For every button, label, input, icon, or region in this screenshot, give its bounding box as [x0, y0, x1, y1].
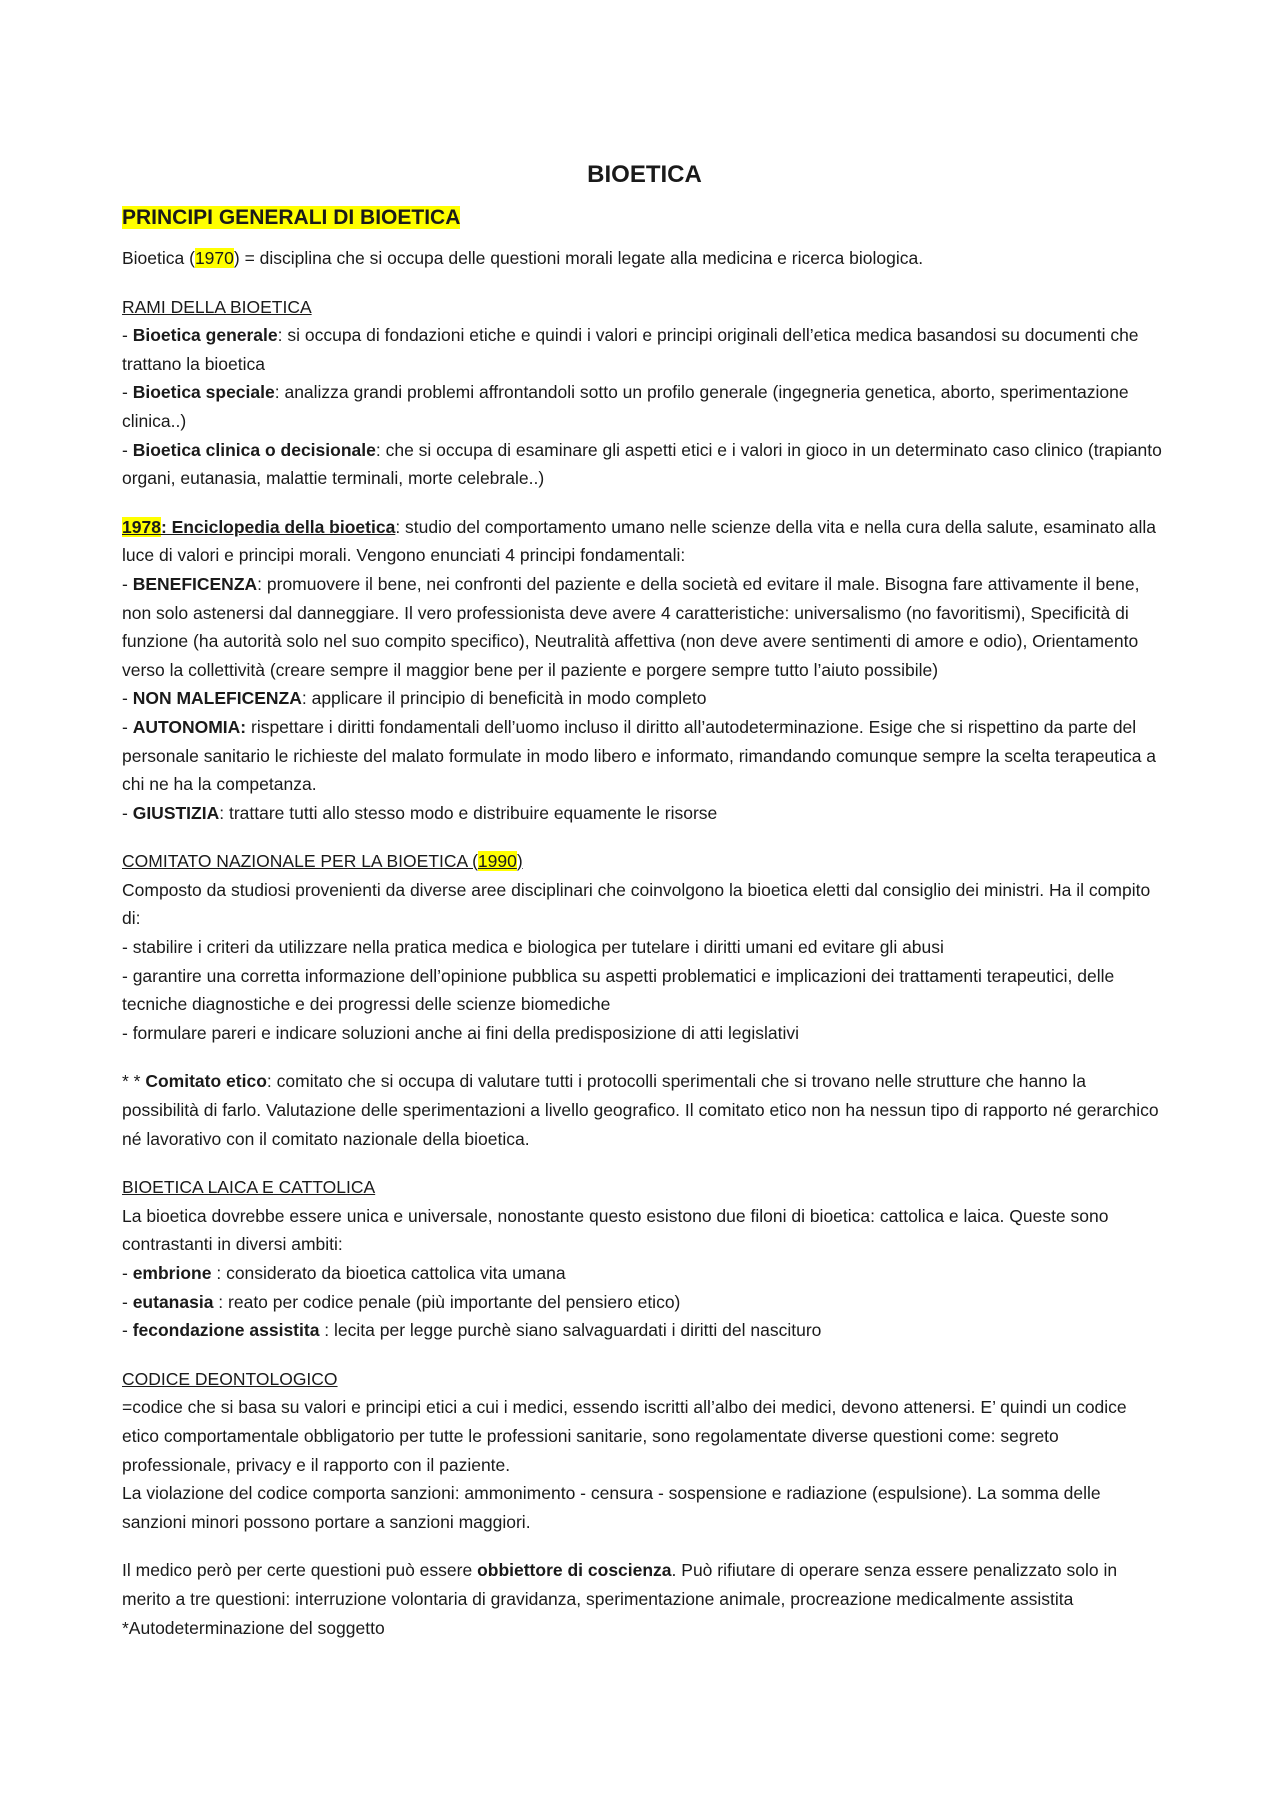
principle-text: : trattare tutti allo stesso modo e distribuire equamente le risorse — [219, 802, 718, 823]
laica-item: - eutanasia : reato per codice penale (più importante del pensiero etico) — [122, 1291, 681, 1312]
enciclopedia-section — [122, 513, 1167, 828]
enciclopedia-text: : studio del comportamento umano nelle scienze della vita e nella cura della salute, esaminato alla luce di valori e principi morali. Vengono enunciati 4 principi fondamentali: — [122, 516, 1157, 566]
laica-section — [122, 1173, 1167, 1345]
intro-post: ) = disciplina che si occupa delle questioni morali legate alla medicina e ricerca biologica. — [233, 248, 924, 268]
codice-text1: =codice che si basa su valori e principi etici a cui i medici, essendo iscritti all’albo dei medici, devono attenersi. E’ quindi un codice etico comportamentale obbligatorio per tutte le professioni sanitarie, sono regolamentate diverse questioni come: segreto professionale, privacy e il rapporto con il paziente. — [122, 1397, 1127, 1475]
comitato-task: - stabilire i criteri da utilizzare nella pratica medica e biologica per tutelare i diritti umani ed evitare gli abusi — [122, 937, 944, 958]
rami-item-text: : analizza grandi problemi affrontandoli sotto un profilo generale (ingegneria genetica, aborto, sperimentazione clinica..) — [122, 382, 1129, 431]
enciclopedia-title: : Enciclopedia della bioetica — [160, 516, 396, 537]
laica-item-term: eutanasia — [132, 1291, 214, 1312]
codice-text2: La violazione del codice comporta sanzioni: ammonimento - censura - sospensione e radiazione (espulsione). La somma delle sanzioni minori possono portare a sanzioni maggiori. — [122, 1483, 1101, 1532]
laica-text: La bioetica dovrebbe essere unica e universale, nonostante questo esistono due filoni di bioetica: cattolica e laica. Queste sono contrastanti in diversi ambiti: — [122, 1205, 1109, 1255]
principle-term: AUTONOMIA: — [132, 716, 247, 737]
principle-item: - GIUSTIZIA: trattare tutti allo stesso modo e distribuire equamente le risorse — [122, 802, 718, 823]
codice-heading: CODICE DEONTOLOGICO — [122, 1368, 338, 1389]
rami-item-text: : che si occupa di esaminare gli aspetti etici e i valori in gioco in un determinato caso clinico (trapianto organi, eutanasia, malattie terminali, morte celebrale..) — [122, 439, 1162, 489]
laica-item-term: fecondazione assistita — [132, 1320, 320, 1341]
rami-item-term: Bioetica clinica o decisionale — [132, 439, 376, 460]
year-1978: 1978 — [122, 516, 161, 537]
comitato-etico-term: Comitato etico — [145, 1071, 267, 1092]
laica-heading: BIOETICA LAICA E CATTOLICA — [122, 1177, 376, 1198]
comitato-heading-pre: COMITATO NAZIONALE PER LA BIOETICA ( — [122, 851, 478, 872]
section-heading — [122, 202, 1167, 234]
obiettore-post: . Può rifiutare di operare senza essere penalizzato solo in merito a tre questioni: interruzione volontaria di gravidanza, sperimentazione animale, procreazione medicalmente assistita — [122, 1560, 1118, 1609]
codice-section — [122, 1365, 1167, 1537]
rami-heading: RAMI DELLA BIOETICA — [122, 296, 312, 317]
rami-item: - Bioetica speciale: analizza grandi problemi affrontandoli sotto un profilo generale (ingegneria genetica, aborto, sperimentazione clinica..) — [122, 382, 1129, 431]
rami-item-term: Bioetica speciale — [132, 382, 275, 403]
principle-text: : promuovere il bene, nei confronti del paziente e della società ed evitare il male. Bisogna fare attivamente il bene, non solo astenersi dal danneggiare. Il vero professionista deve avere 4 caratteristiche: universalismo (no favoritismi), Specificità di funzione (ha autorità solo nel suo compito specifico), Neutralità affettiva (non deve avere sentimenti di amore e odio), Orientamento verso la collettività (creare sempre il maggior bene per il paziente e porgere sempre tutto l’aiuto possibile) — [122, 573, 1140, 680]
comitato-text: Composto da studiosi provenienti da diverse aree disciplinari che coinvolgono la bioetica eletti dal consiglio dei ministri. Ha il compito di: — [122, 879, 1151, 929]
rami-item: - Bioetica generale: si occupa di fondazioni etiche e quindi i valori e principi originali dell’etica medica basandosi su documenti che trattano la bioetica — [122, 325, 1139, 374]
laica-item-term: embrione — [132, 1263, 212, 1283]
comitato-heading-post: ) — [516, 851, 523, 872]
document-content — [122, 150, 1167, 1652]
comitato-task: - garantire una corretta informazione dell’opinione pubblica su aspetti problematici e implicazioni dei trattamenti terapeutici, delle tecniche diagnostiche e dei progressi delle scienze biomediche — [122, 965, 1115, 1015]
year-1970: 1970 — [194, 248, 234, 268]
principle-item: - NON MALEFICENZA: applicare il principio di beneficità in modo completo — [122, 688, 707, 709]
principle-term: BENEFICENZA — [132, 573, 258, 594]
comitato-section — [122, 847, 1167, 1047]
obiettore-note: *Autodeterminazione del soggetto — [122, 1617, 385, 1638]
rami-item: - Bioetica clinica o decisionale: che si occupa di esaminare gli aspetti etici e i valori in gioco in un determinato caso clinico (trapianto organi, eutanasia, malattie terminali, morte celebrale..) — [122, 439, 1162, 489]
laica-item-text: : lecita per legge purchè siano salvaguardati i diritti del nascituro — [319, 1320, 822, 1341]
document-title: BIOETICA — [587, 161, 702, 188]
laica-item: - fecondazione assistita : lecita per legge purchè siano salvaguardati i diritti del nascituro — [122, 1320, 822, 1341]
laica-item-text: : reato per codice penale (più importante del pensiero etico) — [213, 1291, 681, 1312]
principle-item: - BENEFICENZA: promuovere il bene, nei confronti del paziente e della società ed evitare il male. Bisogna fare attivamente il bene, non solo astenersi dal danneggiare. Il vero professionista deve avere 4 caratteristiche: universalismo (no favoritismi), Specificità di funzione (ha autorità solo nel suo compito specifico), Neutralità affettiva (non deve avere sentimenti di amore e odio), Orientamento verso la collettività (creare sempre il maggior bene per il paziente e porgere sempre tutto l’aiuto possibile) — [122, 573, 1140, 680]
enciclopedia-heading — [122, 517, 395, 537]
principle-text: rispettare i diritti fondamentali dell’uomo incluso il diritto all’autodeterminazione. Esige che si rispettino da parte del personale sanitario le richieste del malato formulate in modo libero e informato, rimandando comunque sempre la scelta terapeutica a chi ne ha la competanza. — [122, 716, 1157, 795]
obiettore-section — [122, 1556, 1167, 1642]
intro-pre: Bioetica ( — [122, 248, 195, 268]
obiettore-paragraph — [122, 1556, 1167, 1613]
obiettore-term: obbiettore di coscienza — [477, 1560, 672, 1581]
comitato-etico-prefix: * * — [122, 1071, 146, 1092]
laica-item: - embrione : considerato da bioetica cattolica vita umana — [122, 1263, 566, 1283]
rami-item-term: Bioetica generale — [132, 325, 278, 346]
enciclopedia-intro — [122, 513, 1167, 570]
intro-paragraph — [122, 244, 1167, 273]
principle-term: GIUSTIZIA — [132, 802, 220, 823]
comitato-etico-paragraph — [122, 1067, 1167, 1153]
principle-text: : applicare il principio di beneficità in modo completo — [301, 688, 707, 709]
obiettore-pre: Il medico però per certe questioni può essere — [122, 1560, 478, 1581]
principle-item: - AUTONOMIA: rispettare i diritti fondamentali dell’uomo incluso il diritto all’autodeterminazione. Esige che si rispettino da parte del personale sanitario le richieste del malato formulate in modo libero e informato, rimandando comunque sempre la scelta terapeutica a chi ne ha la competanza. — [122, 716, 1157, 795]
section-heading-text: PRINCIPI GENERALI DI BIOETICA — [122, 206, 461, 229]
principle-term: NON MALEFICENZA — [132, 688, 302, 709]
comitato-etico-text: : comitato che si occupa di valutare tutti i protocolli sperimentali che si trovano nelle strutture che hanno la possibilità di farlo. Valutazione delle sperimentazioni a livello geografico. Il comitato etico non ha nessun tipo di rapporto né gerarchico né lavorativo con il comitato nazionale della bioetica. — [122, 1071, 1159, 1149]
rami-section — [122, 293, 1167, 493]
rami-item-text: : si occupa di fondazioni etiche e quindi i valori e principi originali dell’etica medica basandosi su documenti che trattano la bioetica — [122, 325, 1139, 374]
year-1990: 1990 — [477, 851, 517, 872]
comitato-heading — [122, 847, 1167, 876]
laica-item-text: : considerato da bioetica cattolica vita umana — [211, 1263, 566, 1283]
comitato-task: - formulare pareri e indicare soluzioni anche ai fini della predisposizione di atti legislativi — [122, 1022, 800, 1043]
